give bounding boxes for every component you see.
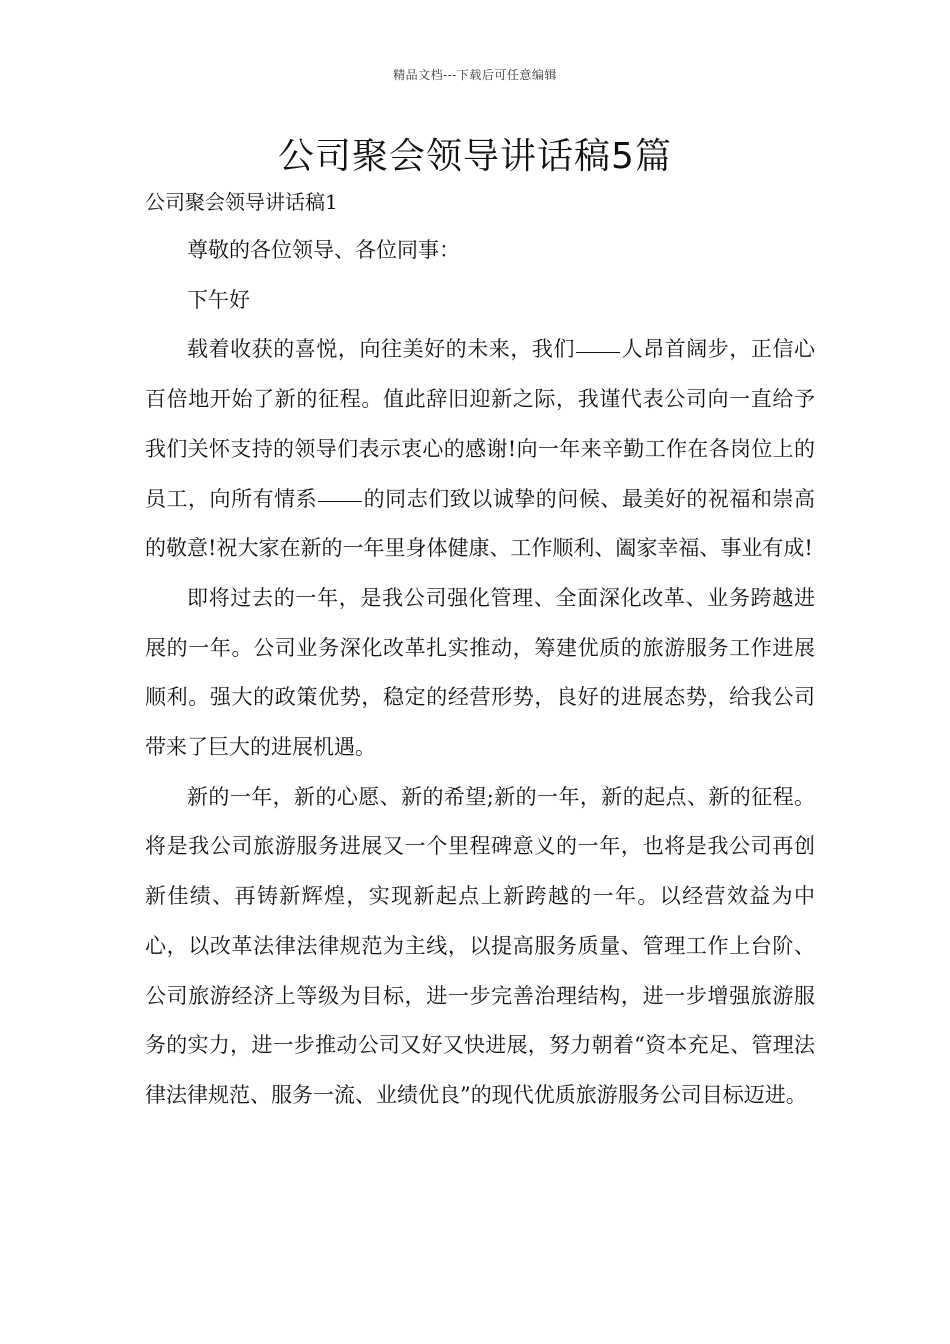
body-paragraph-1 — [145, 325, 815, 574]
salutation-paragraph: 尊敬的各位领导、各位同事： — [187, 238, 460, 262]
body-paragraph-2: 即将过去的一年，是我公司强化管理、全面深化改革、业务跨越进展的一年。公司业务深化改革扎实推动，筹建优质的旅游服务工作进展顺利。强大的政策优势，稳定的经营形势，良好的进展态势，给我公司带来了巨大的进展机遇。 — [145, 585, 815, 760]
body-paragraph-3: 新的一年，新的心愿、新的希望;新的一年，新的起点、新的征程。将是我公司旅游服务进展又一个里程碑意义的一年，也将是我公司再创新佳绩、再铸新辉煌，实现新起点上新跨越的一年。以经营效益为中心，以改革法律法律规范为主线，以提高服务质量、管理工作上台阶、公司旅游经济上等级为目标，进一步完善治理结构，进一步增强旅游服务的实力，进一步推动公司又好又快进展，努力朝着“资本充足、管理法律法律规范、服务一流、业绩优良”的现代优质旅游服务公司目标迈进。 — [145, 784, 815, 1107]
section-heading: 公司聚会领导讲话稿1 — [145, 190, 338, 214]
fill-in-blank — [318, 500, 362, 502]
header-note: 精品文档---下载后可任意编辑 — [393, 68, 557, 82]
document-body — [145, 226, 815, 1121]
paragraph-text-segment: 载着收获的喜悦，向往美好的未来，我们 — [187, 337, 575, 362]
paragraph-text-segment: 的同志们致以诚挚的问候、最美好的祝福和崇高的敬意!祝大家在新的一年里身体健康、工作顺利、阖家幸福、事业有成! — [145, 486, 816, 561]
document-title: 公司聚会领导讲话稿5篇 — [278, 136, 672, 177]
fill-in-blank — [576, 351, 620, 353]
paragraph-text-segment: 人昂首阔步，正信心百倍地开始了新的征程。值此辞旧迎新之际，我谨代表公司向一直给予我们关怀支持的领导们表示衷心的感谢!向一年来辛勤工作在各岗位上的员工，向所有情系 — [145, 337, 815, 511]
greeting-paragraph: 下午好 — [187, 287, 250, 312]
